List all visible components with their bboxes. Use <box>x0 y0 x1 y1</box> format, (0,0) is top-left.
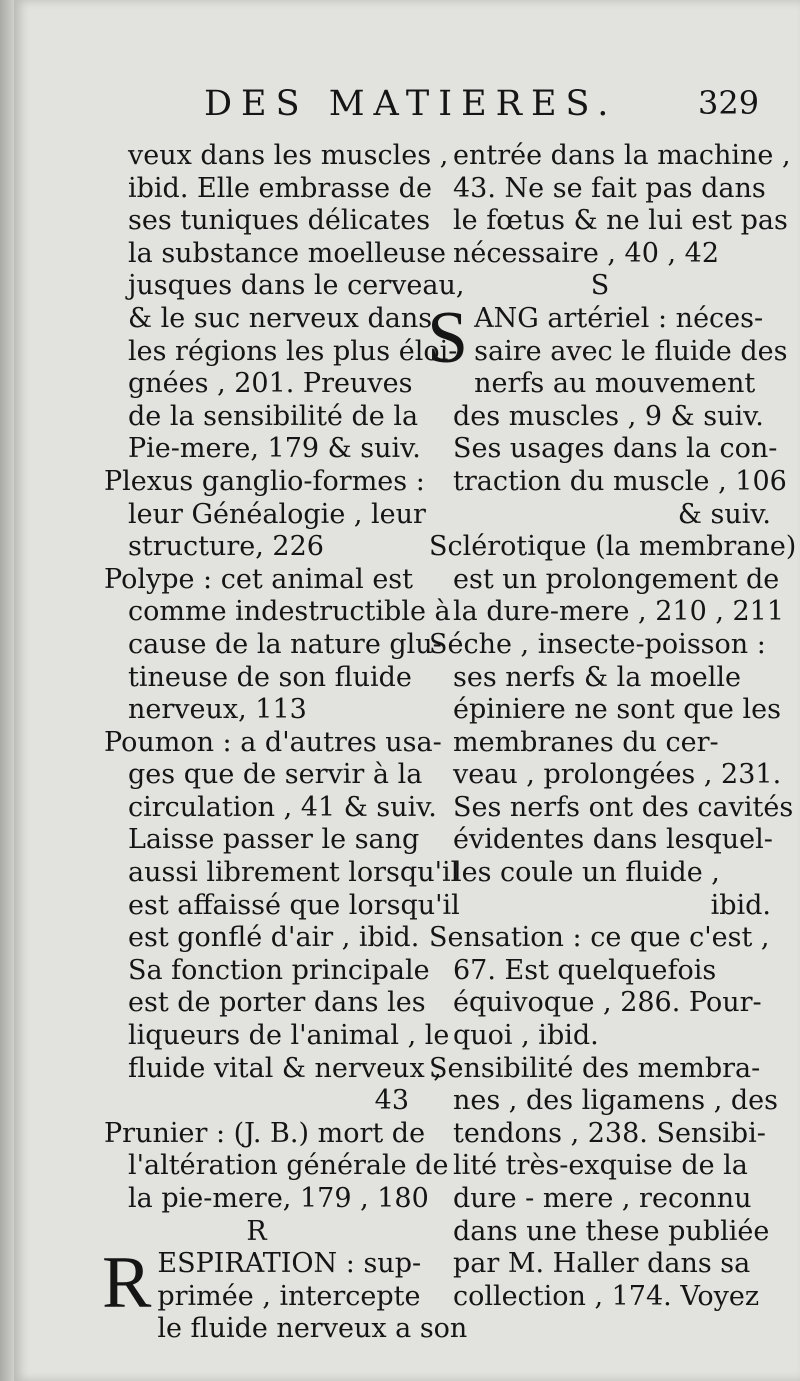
index-line: Séche , insecte-poisson : <box>429 628 766 660</box>
index-line: nes , des ligamens , des <box>453 1085 779 1117</box>
index-line: équivoque , 286. Pour- <box>453 987 762 1019</box>
index-line: de la sensibilité de la <box>128 400 419 432</box>
index-line: saire avec le fluide des <box>474 335 788 367</box>
index-line: aussi librement lorsqu'il <box>128 857 460 889</box>
index-line: traction du muscle , 106 <box>453 465 787 497</box>
index-line: nécessaire , 40 , 42 <box>453 237 720 269</box>
index-line: la substance moelleuse <box>128 237 447 269</box>
index-line: tendons , 238. Sensibi- <box>453 1117 766 1149</box>
index-line: veux dans les muscles , <box>128 140 449 171</box>
index-line: ESPIRATION : sup- <box>157 1248 422 1280</box>
index-line: Ses usages dans la con- <box>453 433 778 465</box>
index-line: la dure-mere , 210 , 211 <box>453 596 785 628</box>
index-line: & suiv. <box>677 498 771 530</box>
index-line: Ses nerfs ont des cavités <box>453 791 794 823</box>
index-line: ges que de servir à la <box>128 759 423 791</box>
index-line: nerveux, 113 <box>128 694 307 726</box>
index-line: 67. Est quelquefois <box>453 954 717 986</box>
index-line: tineuse de son fluide <box>128 661 412 693</box>
index-line: Laisse passer le sang <box>128 824 420 856</box>
index-line: 43. Ne se fait pas dans <box>453 172 766 204</box>
dropcap-letter: S <box>427 296 469 379</box>
index-line: ANG artériel : néces- <box>474 302 764 334</box>
index-line: Sensation : ce que c'est , <box>429 922 770 954</box>
index-line: Poumon : a d'autres usa- <box>104 726 442 758</box>
index-line: dans une these publiée <box>453 1215 770 1247</box>
running-head: DES MATIERES. <box>204 84 618 124</box>
index-line: épiniere ne sont que les <box>453 694 781 726</box>
index-line: ibid. Elle embrasse de <box>128 172 432 204</box>
index-line: fluide vital & nerveux , <box>128 1052 442 1084</box>
index-line: primée , intercepte <box>157 1280 421 1312</box>
index-line: ibid. <box>710 889 771 921</box>
index-line: les coule un fluide , <box>453 857 720 889</box>
index-line: est affaissé que lorsqu'il <box>128 889 460 921</box>
index-line: 43 <box>374 1085 409 1117</box>
index-line: est gonflé d'air , ibid. <box>128 922 420 954</box>
index-line: liqueurs de l'animal , le <box>128 1020 450 1052</box>
index-line: le fluide nerveux a son <box>157 1313 468 1345</box>
index-line: est de porter dans les <box>128 987 426 1019</box>
section-letter: R <box>246 1215 267 1247</box>
index-line: entrée dans la machine , <box>453 140 791 171</box>
index-line: leur Généalogie , leur <box>128 498 426 530</box>
left-column <box>102 140 468 1345</box>
book-page <box>14 0 800 1381</box>
index-line: est un prolongement de <box>453 563 780 595</box>
index-line: dure - mere , reconnu <box>453 1183 752 1214</box>
index-line: ses nerfs & la moelle <box>453 661 741 693</box>
page-number: 329 <box>698 84 760 122</box>
index-line: par M. Haller dans sa <box>453 1248 751 1280</box>
index-line: quoi , ibid. <box>453 1020 599 1052</box>
index-line: lité très-exquise de la <box>453 1150 748 1182</box>
section-letter: S <box>590 270 610 302</box>
index-line: la pie-mere, 179 , 180 <box>128 1183 429 1214</box>
dropcap-paragraph-respiration <box>102 1242 468 1346</box>
index-line: évidentes dans lesquel- <box>453 824 773 856</box>
index-line: gnées , 201. Preuves <box>128 368 413 400</box>
dropcap-letter: R <box>102 1242 152 1325</box>
index-line: Sensibilité des membra- <box>429 1052 761 1084</box>
page-edge <box>0 0 14 1381</box>
index-line: collection , 174. Voyez <box>453 1280 760 1312</box>
index-line: membranes du cer- <box>453 726 719 758</box>
index-line: structure, 226 <box>128 531 324 563</box>
dropcap-paragraph-sang <box>427 296 788 379</box>
index-line: Pie-mere, 179 & suiv. <box>128 433 421 465</box>
right-column <box>427 140 797 1340</box>
index-line: Polype : cet animal est <box>104 563 413 595</box>
index-line: circulation , 41 & suiv. <box>128 791 437 823</box>
index-line: l'altération générale de <box>128 1150 449 1182</box>
index-line: Sclérotique (la membrane) <box>429 531 797 563</box>
index-line: jusques dans le cerveau, <box>128 270 465 302</box>
index-line: ses tuniques délicates <box>128 205 431 237</box>
index-line: le fœtus & ne lui est pas <box>453 205 788 237</box>
index-line: veau , prolongées , 231. <box>453 759 782 791</box>
index-line: comme indestructible à <box>128 596 451 628</box>
index-line: des muscles , 9 & suiv. <box>453 400 764 432</box>
index-line: Prunier : (J. B.) mort de <box>104 1117 426 1149</box>
index-line: nerfs au mouvement <box>474 368 756 400</box>
index-line: & le suc nerveux dans <box>128 302 433 334</box>
index-line: Plexus ganglio-formes : <box>104 465 425 497</box>
index-line: Sa fonction principale <box>128 954 430 986</box>
index-line: cause de la nature glu- <box>128 628 442 660</box>
index-line: les régions les plus éloi- <box>128 335 458 367</box>
